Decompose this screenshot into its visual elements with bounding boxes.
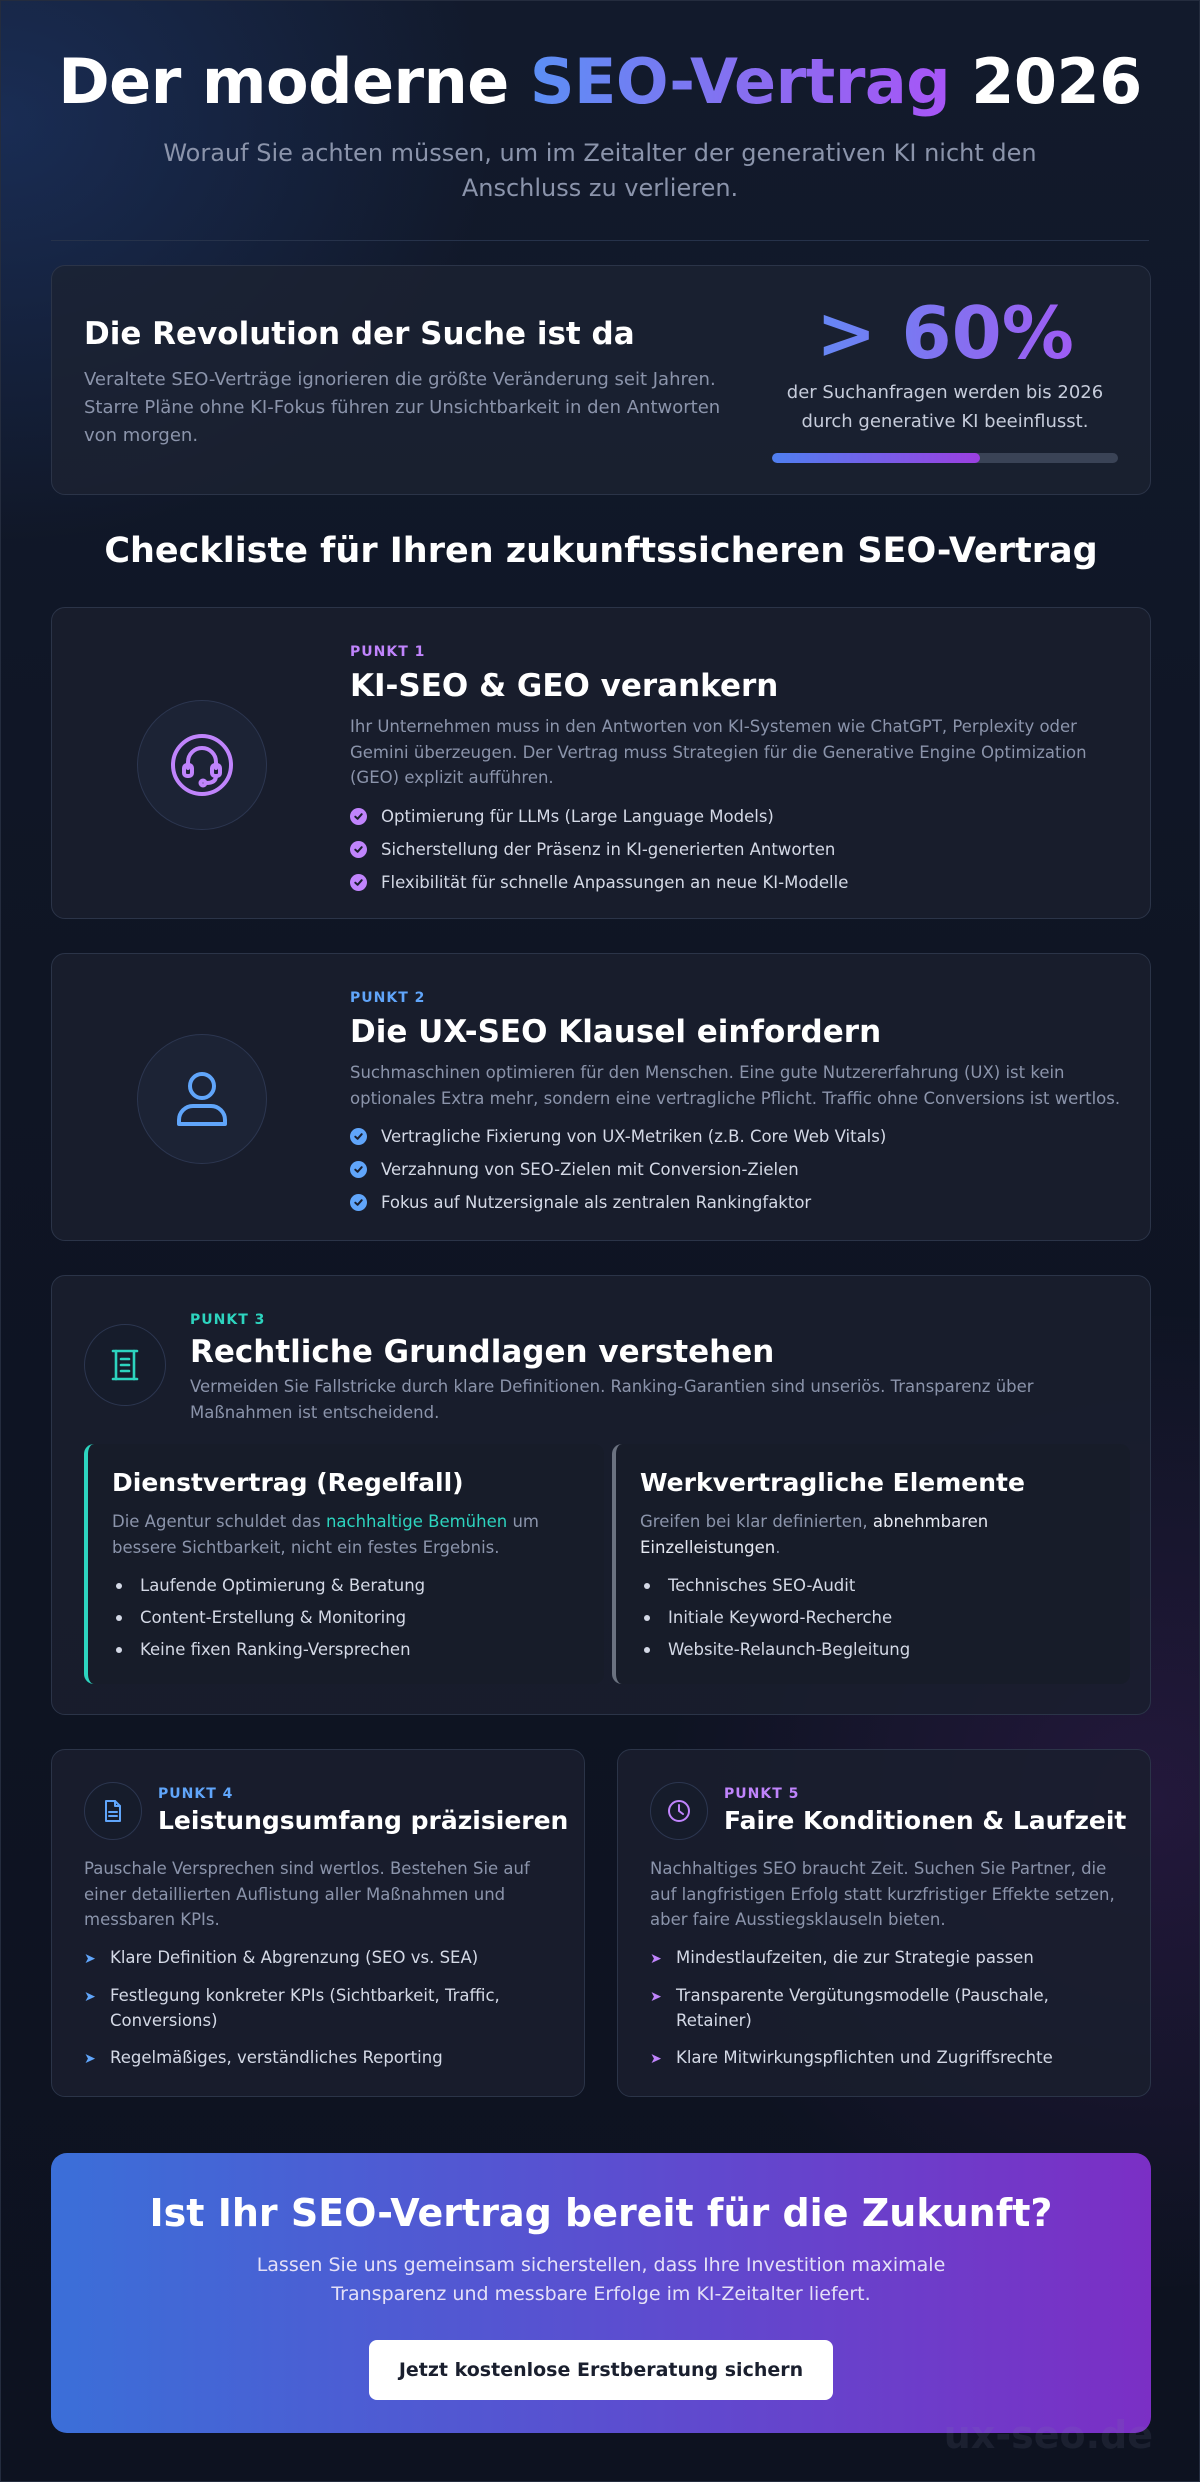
list-item: Verzahnung von SEO-Zielen mit Conversion-Zielen [350, 1160, 1130, 1179]
progress-bar [772, 453, 1118, 463]
list-item: Laufende Optimierung & Beratung [112, 1576, 580, 1595]
user-icon [137, 1034, 267, 1164]
point-5-label: PUNKT 5 [724, 1786, 800, 1802]
dienstvertrag-title: Dienstvertrag (Regelfall) [112, 1468, 464, 1497]
checklist-heading: Checkliste für Ihren zukunftssicheren SEO-Vertrag [104, 531, 1098, 571]
list-item: ➤ Regelmäßiges, verständliches Reporting [84, 2046, 564, 2072]
consultation-button[interactable]: Jetzt kostenlose Erstberatung sichern [369, 2340, 833, 2400]
intro-title: Die Revolution der Suche ist da [84, 316, 635, 352]
list-item: ➤ Mindestlaufzeiten, die zur Strategie passen [650, 1946, 1130, 1972]
point-1-body [350, 644, 1130, 906]
point-5-description: Nachhaltiges SEO braucht Zeit. Suchen Sie Partner, die auf langfristigen Erfolg statt kurzfristiger Effekte setzen, aber faire Ausstiegsklauseln bieten. [650, 1859, 1115, 1930]
intro-card [51, 265, 1151, 495]
intro-text: Veraltete SEO-Verträge ignorieren die größte Veränderung seit Jahren. Starre Pläne ohne KI-Fokus führen zur Unsichtbarkeit in den Antworten von morgen. [84, 369, 721, 446]
point-3-card [51, 1275, 1151, 1715]
point-5-title: Faire Konditionen & Laufzeit [724, 1806, 1127, 1835]
list-item: ➤ Klare Mitwirkungspflichten und Zugriffsrechte [650, 2046, 1130, 2072]
cta-title: Ist Ihr SEO-Vertrag bereit für die Zukunft? [149, 2191, 1053, 2235]
arrow-icon: ➤ [650, 2050, 662, 2067]
point-1-label: PUNKT 1 [350, 644, 426, 660]
point-2-label: PUNKT 2 [350, 990, 426, 1006]
check-icon [350, 808, 367, 825]
page-subtitle: Worauf Sie achten müssen, um im Zeitalter der generativen KI nicht den Anschluss zu verlieren. [163, 139, 1037, 202]
page-title: Der moderne SEO-Vertrag 2026 [58, 45, 1142, 118]
header-divider [51, 240, 1149, 241]
arrow-icon: ➤ [84, 1951, 96, 1967]
werkvertrag-highlight: abnehmbaren Einzelleistungen [640, 1512, 989, 1557]
list-item: Content-Erstellung & Monitoring [112, 1608, 580, 1627]
point-4-header [158, 1786, 568, 1835]
check-icon [350, 1194, 367, 1211]
list-item: Vertragliche Fixierung von UX-Metriken (z.B. Core Web Vitals) [350, 1127, 1130, 1146]
point-4-card [51, 1749, 585, 2097]
list-item: Keine fixen Ranking-Versprechen [112, 1640, 580, 1659]
point-5-card [617, 1749, 1151, 2097]
page-header [1, 1, 1199, 241]
watermark: ux-seo.de [943, 2413, 1153, 2457]
stat-block [772, 291, 1118, 463]
stat-value: > 60% [772, 294, 1118, 373]
point-2-description: Suchmaschinen optimieren für den Menschen. Eine gute Nutzererfahrung (UX) ist kein optionales Extra mehr, sondern eine vertragliche Pflicht. Traffic ohne Conversions ist wertlos. [350, 1063, 1121, 1108]
list-item: ➤ Transparente Vergütungsmodelle (Pauschale, Retainer) [650, 1984, 1130, 2034]
check-icon [350, 841, 367, 858]
point-4-label: PUNKT 4 [158, 1786, 234, 1802]
point-3-label: PUNKT 3 [190, 1312, 266, 1328]
dienstvertrag-list [112, 1576, 580, 1659]
intro-text-block [84, 316, 734, 450]
title-highlight: SEO-Vertrag [529, 45, 951, 118]
werkvertrag-description: Greifen bei klar definierten, abnehmbaren Einzelleistungen. [640, 1512, 989, 1557]
point-3-header [190, 1312, 1130, 1425]
list-item: ➤ Klare Definition & Abgrenzung (SEO vs. SEA) [84, 1946, 564, 1972]
cta-text: Lassen Sie uns gemeinsam sicherstellen, dass Ihre Investition maximale Transparenz und messbare Erfolge im KI-Zeitalter liefert. [256, 2254, 946, 2305]
stat-caption: der Suchanfragen werden bis 2026 durch generative KI beeinflusst. [786, 382, 1104, 432]
dienstvertrag-description: Die Agentur schuldet das nachhaltige Bemühen um bessere Sichtbarkeit, nicht ein festes Ergebnis. [112, 1512, 539, 1557]
werkvertrag-list [640, 1576, 1106, 1659]
document-icon [84, 1782, 142, 1840]
list-item: Flexibilität für schnelle Anpassungen an neue KI-Modelle [350, 873, 1130, 892]
point-2-card [51, 953, 1151, 1241]
cta-banner [51, 2153, 1151, 2433]
check-icon [350, 1128, 367, 1145]
point-2-body [350, 990, 1130, 1226]
point-3-title: Rechtliche Grundlagen verstehen [190, 1334, 775, 1370]
point-4-description: Pauschale Versprechen sind wertlos. Bestehen Sie auf einer detaillierten Auflistung aller Maßnahmen und messbaren KPIs. [84, 1859, 530, 1930]
point-2-list [350, 1127, 1130, 1212]
point-5-header [724, 1786, 1134, 1835]
clock-icon [650, 1782, 708, 1840]
list-item: Optimierung für LLMs (Large Language Models) [350, 807, 1130, 826]
point-2-title: Die UX-SEO Klausel einfordern [350, 1014, 882, 1050]
werkvertrag-card [612, 1444, 1130, 1684]
dienstvertrag-card [84, 1444, 604, 1684]
list-item: Website-Relaunch-Begleitung [640, 1640, 1106, 1659]
point-4-list [84, 1946, 564, 2084]
point-5-list [650, 1946, 1130, 2084]
list-item: Technisches SEO-Audit [640, 1576, 1106, 1595]
arrow-icon: ➤ [84, 1989, 96, 2005]
list-item: Fokus auf Nutzersignale als zentralen Rankingfaktor [350, 1193, 1130, 1212]
point-1-card [51, 607, 1151, 919]
list-item: Initiale Keyword-Recherche [640, 1608, 1106, 1627]
scroll-icon [84, 1324, 166, 1406]
check-icon [350, 1161, 367, 1178]
point-1-description: Ihr Unternehmen muss in den Antworten von KI-Systemen wie ChatGPT, Perplexity oder Gemini überzeugen. Der Vertrag muss Strategien für die Generative Engine Optimization (GEO) explizit aufführen. [350, 717, 1087, 788]
arrow-icon: ➤ [84, 2050, 96, 2067]
dienstvertrag-highlight: nachhaltige Bemühen [325, 1512, 508, 1531]
point-1-title: KI-SEO & GEO verankern [350, 668, 779, 704]
point-1-list [350, 807, 1130, 892]
werkvertrag-title: Werkvertragliche Elemente [640, 1468, 1025, 1497]
point-3-description: Vermeiden Sie Fallstricke durch klare Definitionen. Ranking-Garantien sind unseriös. Transparenz über Maßnahmen ist entscheidend. [190, 1377, 1034, 1422]
list-item: ➤ Festlegung konkreter KPIs (Sichtbarkeit, Traffic, Conversions) [84, 1984, 564, 2034]
check-icon [350, 874, 367, 891]
point-4-title: Leistungsumfang präzisieren [158, 1806, 569, 1835]
progress-fill [772, 453, 980, 463]
ai-headset-icon [137, 700, 267, 830]
arrow-icon: ➤ [650, 1989, 662, 2005]
arrow-icon: ➤ [650, 1951, 662, 1967]
list-item: Sicherstellung der Präsenz in KI-generierten Antworten [350, 840, 1130, 859]
